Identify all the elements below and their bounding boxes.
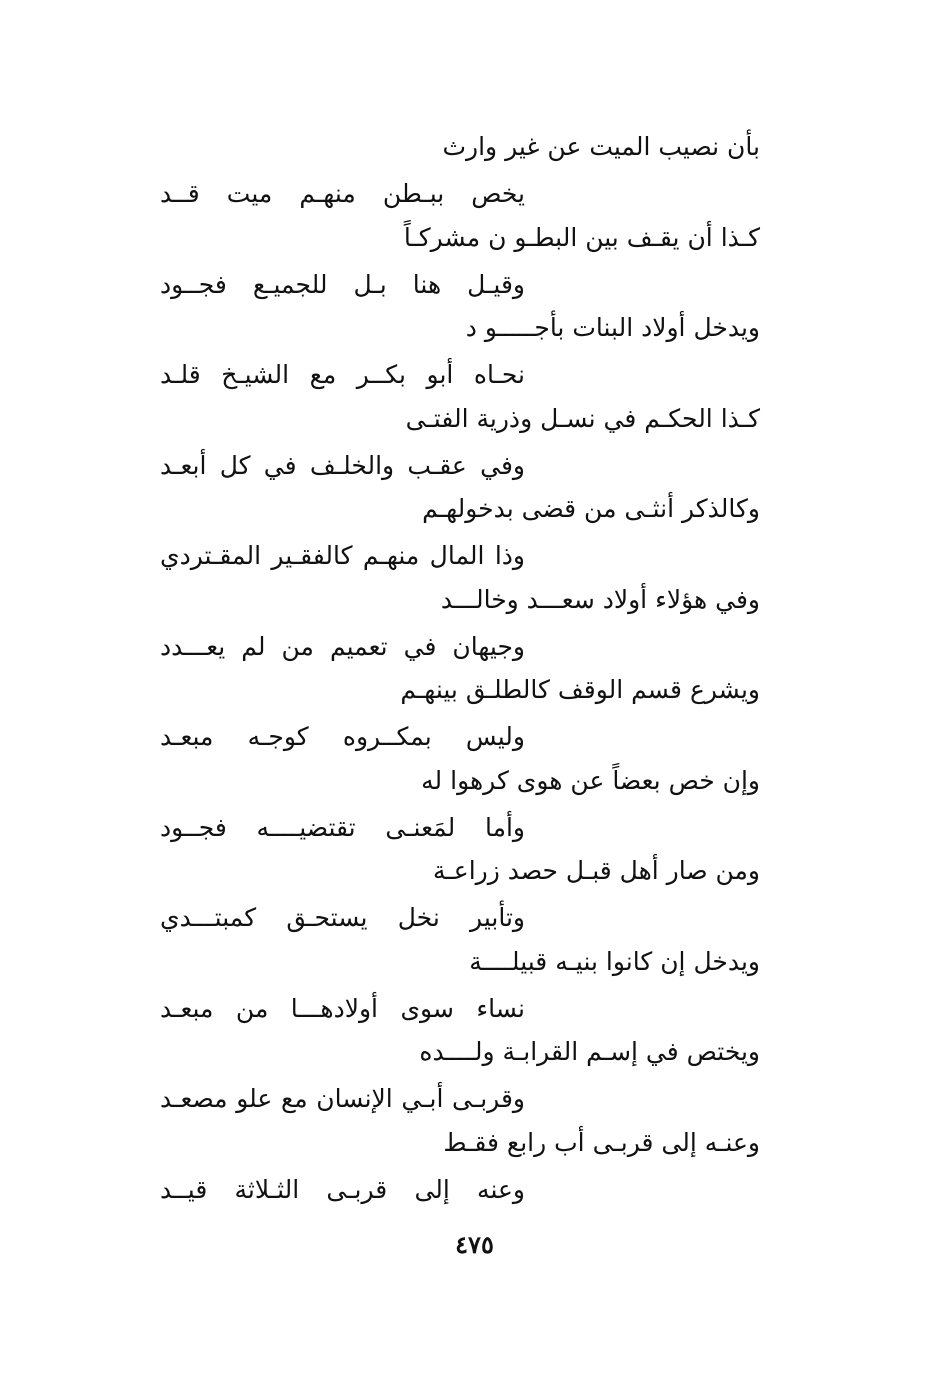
verse bbox=[150, 400, 770, 491]
first-hemistich: كـذا أن يقـف بين البطـو ن مشركـاً bbox=[403, 222, 760, 252]
second-hemistich: وقربـى أبـي الإنسان مع علو مصعـد bbox=[160, 1084, 525, 1113]
verse bbox=[150, 852, 770, 943]
second-hemistich: وأما لمَعنـى تقتضيــــه فجــود bbox=[160, 812, 525, 842]
first-hemistich: وفي هؤلاء أولاد سعـــد وخالـــد bbox=[440, 584, 760, 614]
second-hemistich: نساء سوى أولادهـــا من مبعـد bbox=[160, 993, 525, 1023]
verse bbox=[150, 581, 770, 672]
verse bbox=[150, 309, 770, 400]
first-hemistich: ومن صار أهل قبـل حصد زراعـة bbox=[433, 856, 760, 885]
first-hemistich: بأن نصيب الميت عن غير وارث bbox=[442, 132, 760, 161]
page-number: ٤٧٥ bbox=[455, 1230, 494, 1259]
first-hemistich: كـذا الحكـم في نسـل وذرية الفتـى bbox=[405, 403, 760, 433]
first-hemistich: ويشرع قسم الوقف كالطلـق بينهـم bbox=[400, 675, 760, 704]
first-hemistich: ويدخل إن كانوا بنيـه قبيلــــة bbox=[469, 946, 760, 976]
second-hemistich: وفي عقـب والخلـف في كل أبعـد bbox=[160, 450, 525, 480]
verse bbox=[150, 1033, 770, 1124]
second-hemistich: وعنه إلى قربـى الثـلاثة قيــد bbox=[160, 1174, 525, 1204]
verse bbox=[150, 1124, 770, 1215]
first-hemistich: وعنـه إلى قربـى أب رابع فقـط bbox=[443, 1127, 760, 1157]
second-hemistich: وتأبير نخل يستحـق كمبتـــدي bbox=[160, 903, 525, 932]
second-hemistich: وجيهان في تعميم من لم يعـــدد bbox=[160, 631, 525, 661]
first-hemistich: ويختص في إسـم القرابـة ولــــده bbox=[419, 1037, 760, 1066]
second-hemistich: وقيـل هنا بـل للجميـع فجــود bbox=[160, 269, 525, 299]
second-hemistich: نحـاه أبو بكــر مع الشيـخ قلـد bbox=[160, 360, 525, 389]
second-hemistich: وذا المال منهـم كالفقـير المقـتردي bbox=[160, 541, 525, 570]
verse bbox=[150, 128, 770, 219]
verse bbox=[150, 762, 770, 853]
verse bbox=[150, 490, 770, 581]
poem-body bbox=[150, 128, 770, 1214]
first-hemistich: وإن خص بعضاً عن هوى كرهوا له bbox=[421, 765, 760, 795]
verse bbox=[150, 219, 770, 310]
second-hemistich: يخص ببـطن منهـم ميت قــد bbox=[160, 179, 525, 208]
second-hemistich: وليس بمكــروه كوجـه مبعـد bbox=[160, 722, 525, 751]
first-hemistich: ويدخل أولاد البنات بأجـــــو د bbox=[465, 313, 760, 342]
first-hemistich: وكالذكر أنثـى من قضى بدخولهـم bbox=[422, 494, 760, 523]
verse bbox=[150, 671, 770, 762]
verse bbox=[150, 943, 770, 1034]
